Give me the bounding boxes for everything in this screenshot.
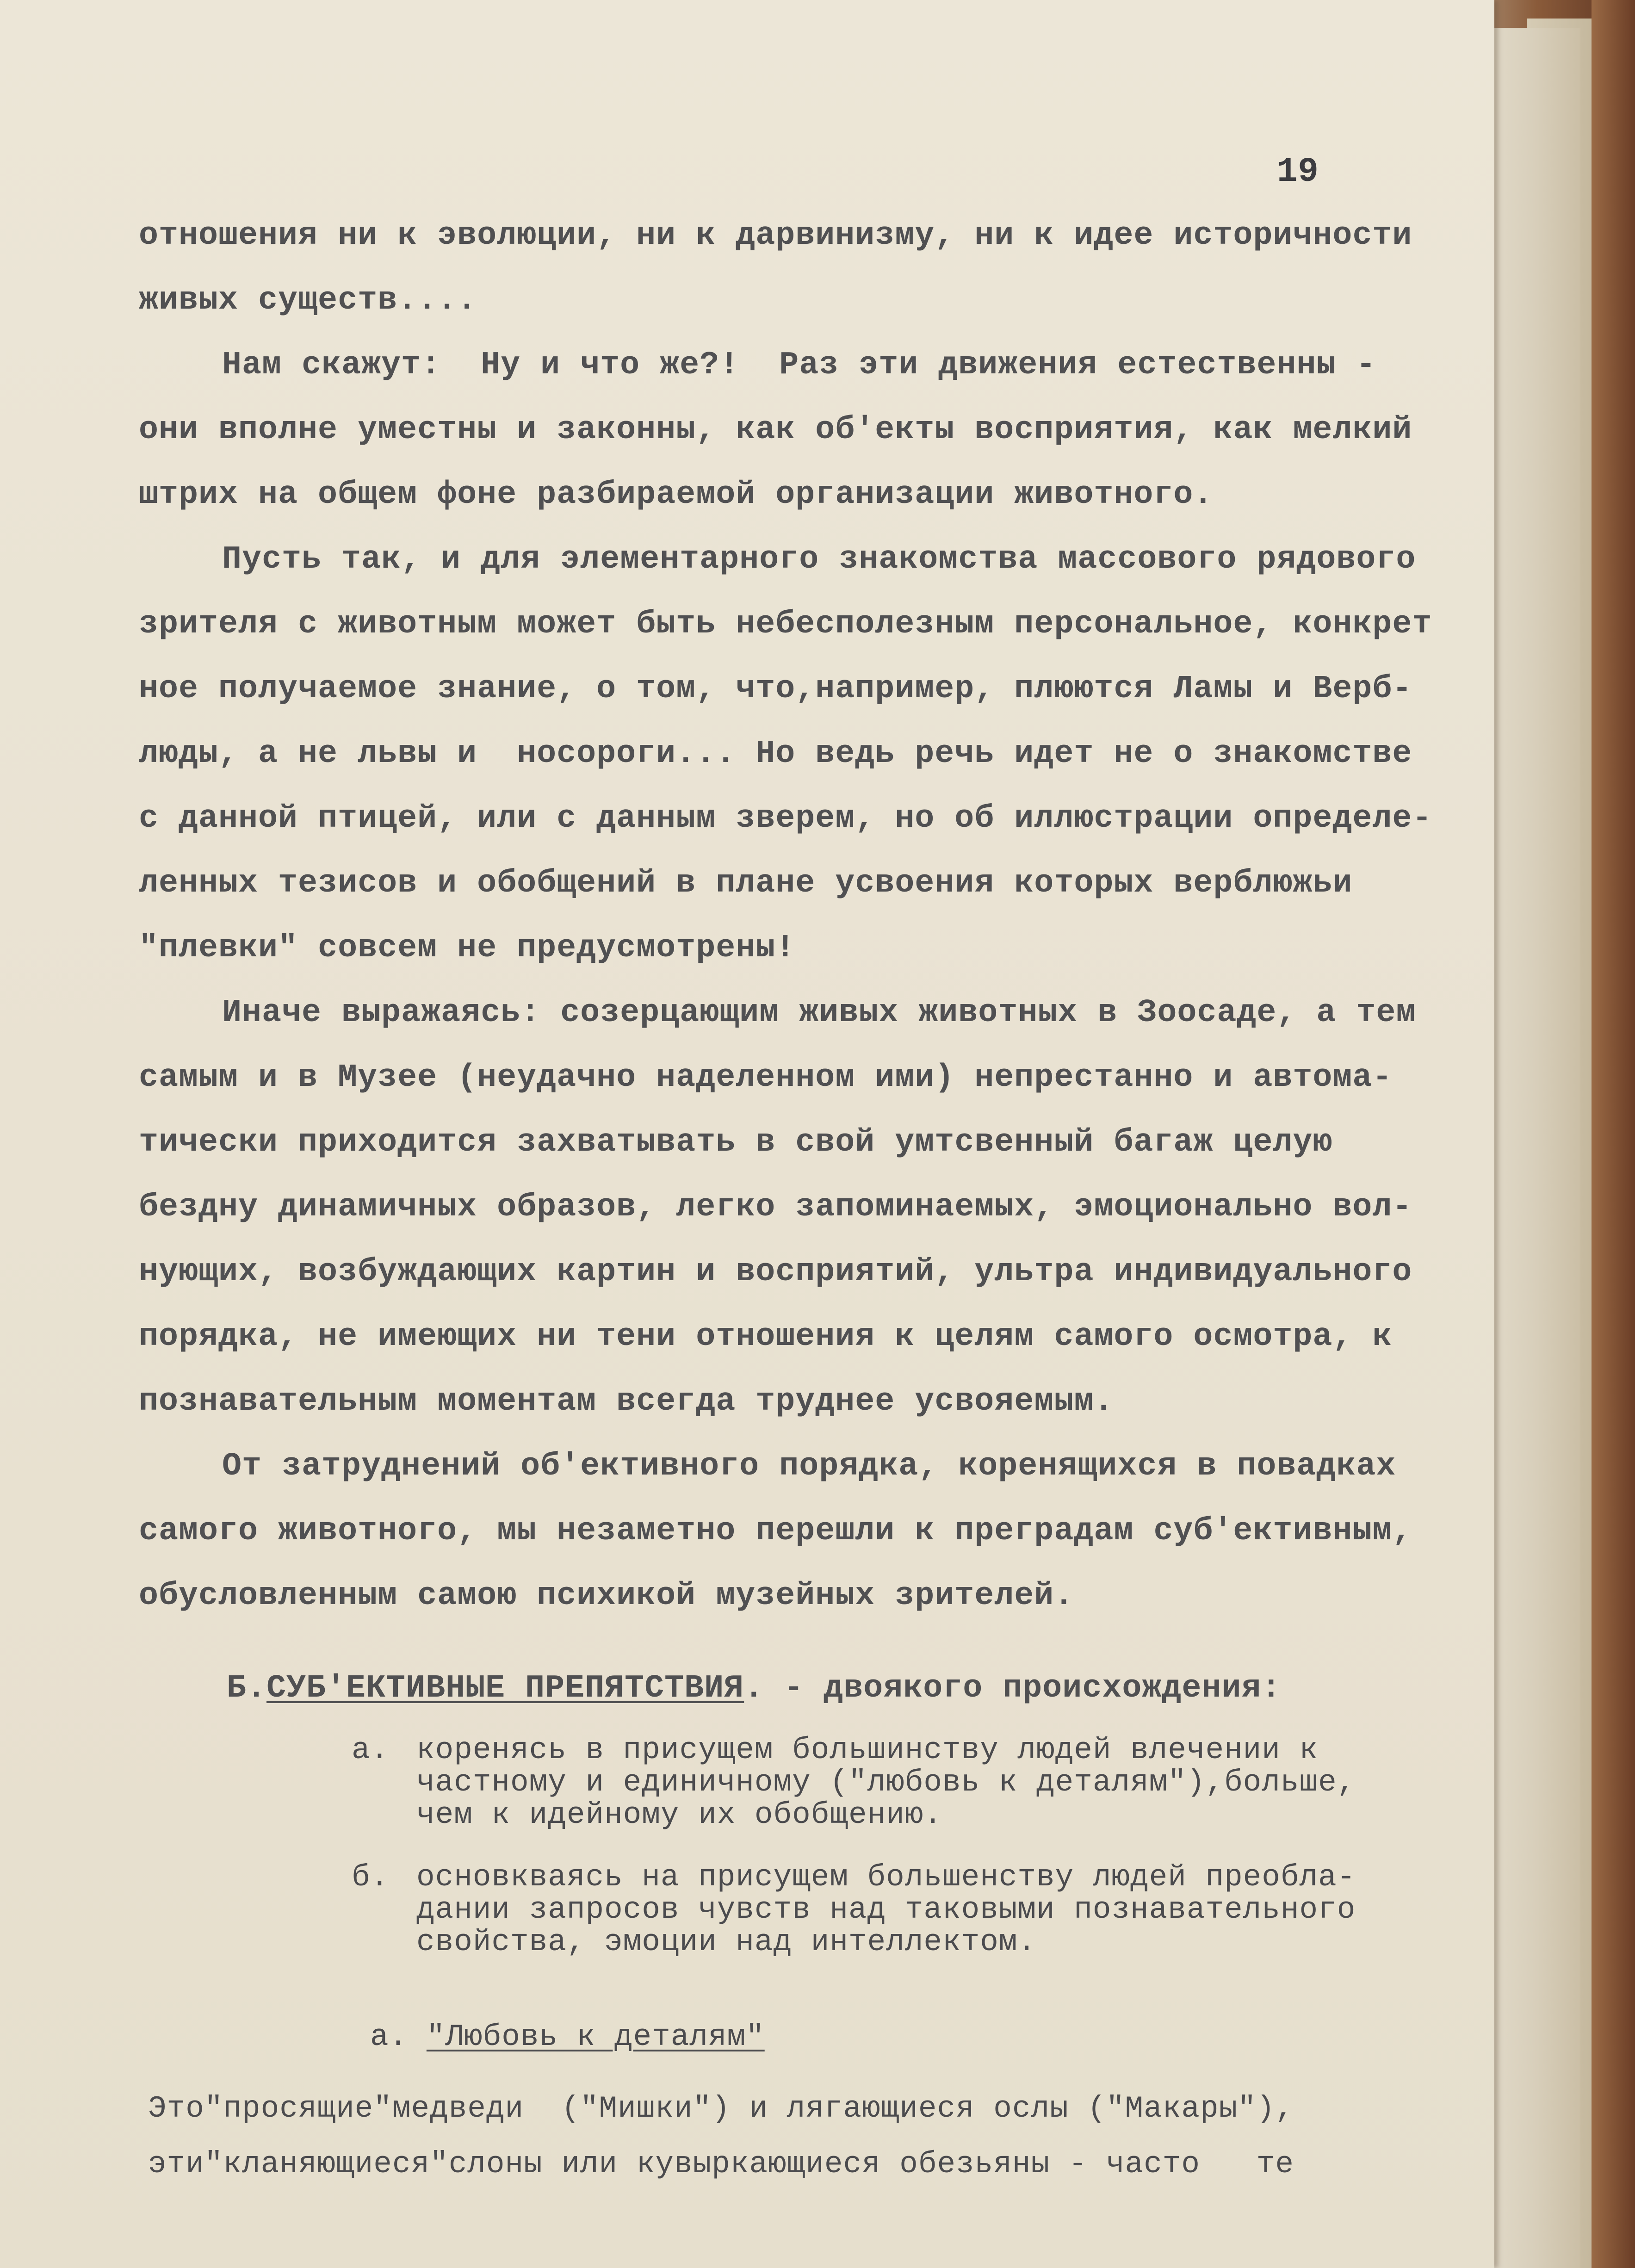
text-line: нующих, возбуждающих картин и восприятий, ультра индивидуального bbox=[139, 1254, 1412, 1290]
list-item-line: частному и единичному ("любовь к деталям"),больше, bbox=[416, 1765, 1356, 1800]
text-line: штрих на общем фоне разбираемой организации животного. bbox=[139, 477, 1214, 513]
subheading bbox=[370, 2020, 765, 2054]
text-line: Иначе выражаясь: созерцающим живых животных в Зоосаде, а тем bbox=[222, 995, 1416, 1031]
text-line: Это"просящие"медведи ("Мишки") и лягающиеся ослы ("Макары"), bbox=[148, 2091, 1294, 2126]
list-marker: б. bbox=[352, 1860, 390, 1895]
section-heading-rest: . - двоякого происхождения: bbox=[744, 1670, 1282, 1707]
text-line: Пусть так, и для элементарного знакомства массового рядового bbox=[222, 541, 1416, 578]
folder-binding bbox=[1592, 0, 1635, 2268]
text-line: самого животного, мы незаметно перешли к преградам суб'ективным, bbox=[139, 1513, 1412, 1549]
list-marker: а. bbox=[352, 1733, 390, 1767]
text-line: порядка, не имеющих ни тени отношения к целям самого осмотра, к bbox=[139, 1319, 1393, 1355]
text-line: тически приходится захватывать в свой умтсвенный багаж целую bbox=[139, 1124, 1333, 1161]
text-line: От затруднений об'ективного порядка, коренящихся в повадках bbox=[222, 1448, 1396, 1485]
text-line: обусловленным самою психикой музейных зрителей. bbox=[139, 1578, 1074, 1614]
text-line: они вполне уместны и законны, как об'екты восприятия, как мелкий bbox=[139, 412, 1412, 448]
subheading-marker: а. bbox=[370, 2020, 408, 2054]
subheading-title: "Любовь к деталям" bbox=[426, 2020, 765, 2054]
text-line: бездну динамичных образов, легко запоминаемых, эмоционально вол- bbox=[139, 1189, 1412, 1226]
text-line: самым и в Музее (неудачно наделенном ими) непрестанно и автома- bbox=[139, 1060, 1393, 1096]
section-number: Б. bbox=[227, 1670, 267, 1707]
text-line: "плевки" совсем не предусмотрены! bbox=[139, 930, 796, 967]
list-item-line: свойства, эмоции над интеллектом. bbox=[416, 1925, 1037, 1959]
list-item-line: основкваясь на присущем большенству людей преобла- bbox=[416, 1860, 1356, 1895]
text-line: Нам скажут: Ну и что же?! Раз эти движения естественны - bbox=[222, 347, 1376, 384]
text-line: отношения ни к эволюции, ни к дарвинизму, ни к идее историчности bbox=[139, 217, 1412, 254]
section-heading bbox=[227, 1670, 1281, 1707]
text-line: ленных тезисов и обобщений в плане усвоения которых верблюжьи bbox=[139, 865, 1353, 902]
list-item-line: чем к идейному их обобщению. bbox=[416, 1797, 942, 1832]
page-number: 19 bbox=[1277, 153, 1319, 192]
text-line: зрителя с животным может быть небесполезным персональное, конкрет bbox=[139, 606, 1432, 643]
text-line: эти"кланяющиеся"слоны или кувыркающиеся обезьяны - часто те bbox=[148, 2147, 1294, 2181]
list-item-line: дании запросов чувств над таковыми познавательного bbox=[416, 1892, 1356, 1927]
section-title: СУБ'ЕКТИВНЫЕ ПРЕПЯТСТВИЯ bbox=[266, 1670, 744, 1707]
text-line: познавательным моментам всегда труднее усвояемым. bbox=[139, 1383, 1114, 1420]
text-line: с данной птицей, или с данным зверем, но об иллюстрации определе- bbox=[139, 800, 1432, 837]
text-line: живых существ.... bbox=[139, 282, 477, 319]
text-line: ное получаемое знание, о том, что,например, плюются Ламы и Верб- bbox=[139, 671, 1412, 707]
text-line: люды, а не львы и носороги... Но ведь речь идет не о знакомстве bbox=[139, 736, 1412, 772]
list-item-line: коренясь в присущем большинству людей влечении к bbox=[416, 1733, 1319, 1767]
